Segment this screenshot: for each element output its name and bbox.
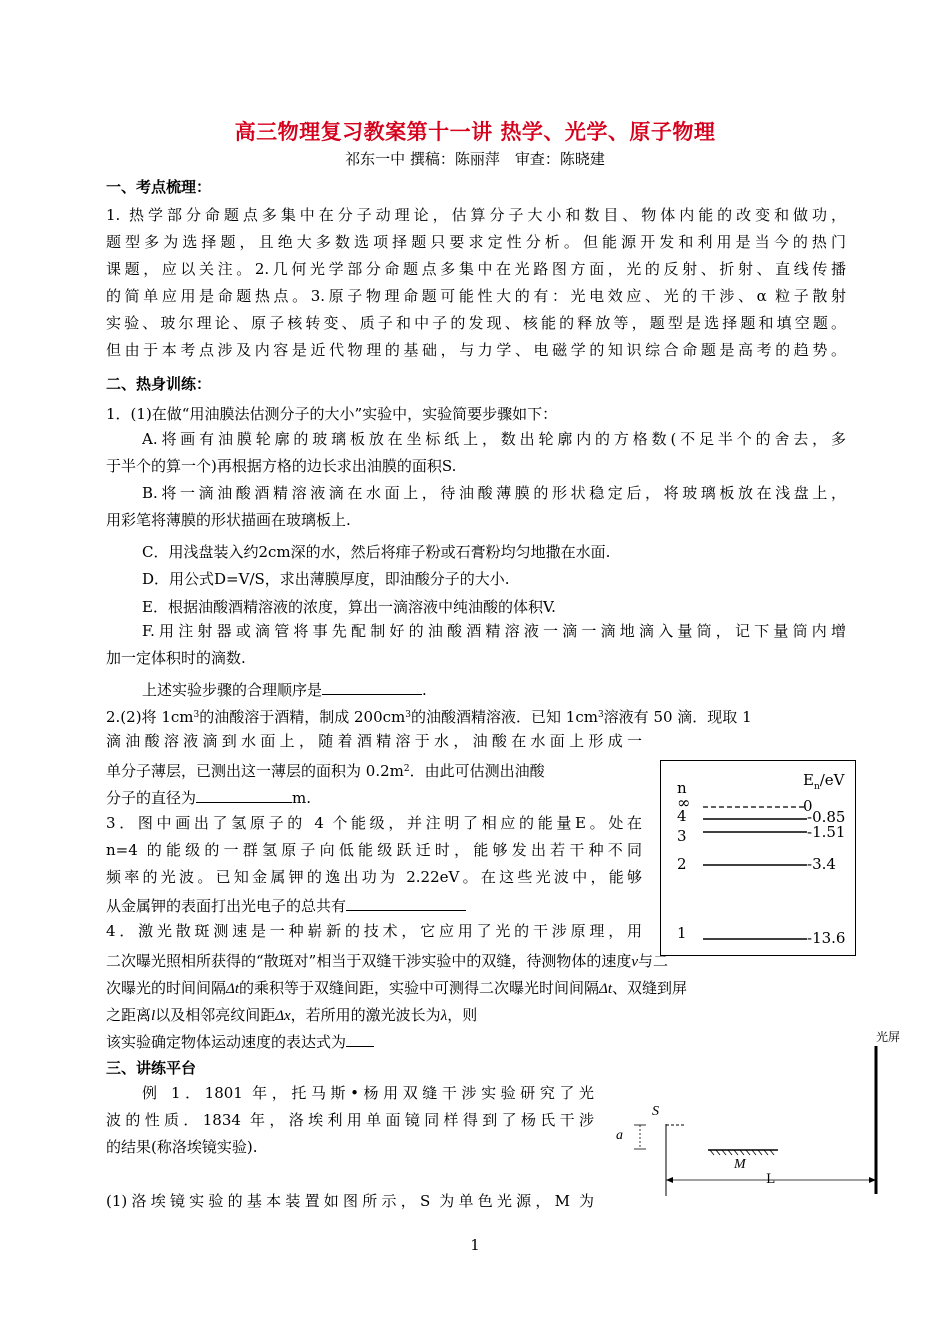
- section1-line: 但由于本考点涉及内容是近代物理的基础，与力学、电磁学的知识综合命题是高考的趋势。: [106, 341, 846, 359]
- a-label: a: [616, 1128, 623, 1143]
- page-title: 高三物理复习教案第十一讲 热学、光学、原子物理: [234, 120, 716, 144]
- step-b: B.将一滴油酸酒精溶液滴在水面上，待油酸薄膜的形状稳定后，将玻璃板放在浅盘上，: [142, 484, 846, 502]
- step-e: E．根据油酸酒精溶液的浓度，算出一滴溶液中纯油酸的体积V.: [142, 598, 556, 616]
- step-c: C．用浅盘装入约2cm深的水，然后将痱子粉或石膏粉均匀地撒在水面.: [142, 543, 611, 561]
- section1-line: 1. 热学部分命题点多集中在分子动理论，估算分子大小和数目、物体内能的改变和做功，: [106, 206, 846, 224]
- level-e: -0.85: [807, 808, 846, 826]
- level-n: 3: [677, 827, 687, 845]
- distance-label: L: [766, 1172, 775, 1187]
- level-e: -13.6: [807, 929, 846, 947]
- section1-line: 题型多为选择题，且绝大多数选项择题只要求定性分析。但能源开发和利用是当今的热门: [106, 233, 846, 251]
- q4-line: 之距离l以及相邻亮纹间距Δx，若所用的激光波长为λ，则: [106, 1006, 478, 1024]
- level-n: 1: [677, 924, 687, 942]
- q2-line: 分子的直径为 m.: [106, 789, 312, 807]
- level-e: -3.4: [807, 855, 836, 873]
- q3-answer-blank: [346, 896, 466, 911]
- page-subtitle: 祁东一中 撰稿：陈丽萍 审查：陈晓建: [345, 150, 605, 168]
- q3-line: n=4 的能级的一群氢原子向低能级跃迁时，能够发出若干种不同: [106, 841, 642, 859]
- section1-line: 实验、玻尔理论、原子核转变、质子和中子的发现、核能的释放等，题型是选择题和填空题。: [106, 314, 846, 332]
- example1-line: 波的性质．1834 年，洛埃利用单面镜同样得到了杨氏干涉: [106, 1111, 594, 1129]
- q3-line: 频率的光波。已知金属钾的逸出功为 2.22eV。在这些光波中，能够: [106, 868, 642, 886]
- example1-line: 例 1．1801 年，托马斯•杨用双缝干涉实验研究了光: [142, 1084, 594, 1102]
- q1-intro: 1．(1)在做“用油膜法估测分子的大小”实验中，实验简要步骤如下：: [106, 405, 558, 423]
- step-a: A.将画有油膜轮廓的玻璃板放在坐标纸上，数出轮廓内的方格数(不足半个的舍去，多: [142, 430, 846, 448]
- e-axis-label: $E_n/eV$: [803, 771, 845, 792]
- level-n: ∞: [677, 793, 691, 812]
- energy-level-diagram: [660, 760, 856, 956]
- q4-line: 该实验确定物体运动速度的表达式为: [106, 1031, 374, 1052]
- section3-heading: 三、讲练平台: [106, 1059, 197, 1077]
- level-e: 0: [803, 797, 813, 815]
- mirror-label: M: [734, 1157, 746, 1172]
- section1-line: 课题，应以关注。2.几何光学部分命题点多集中在光路图方面，光的反射、折射、直线传播: [106, 260, 846, 278]
- q4-line: 4．激光散斑测速是一种崭新的技术，它应用了光的干涉原理，用: [106, 922, 642, 940]
- step-f: 加一定体积时的滴数.: [106, 649, 246, 667]
- level-n: 2: [677, 855, 687, 873]
- q2-answer-blank: [196, 788, 292, 803]
- screen-label: 光屏: [876, 1030, 901, 1044]
- mirror-hatch: [710, 1150, 774, 1155]
- example1-line: 的结果(称洛埃镜实验).: [106, 1138, 258, 1156]
- q1-answer-line: 上述实验步骤的合理顺序是 .: [142, 681, 427, 699]
- l-arrow-left: [666, 1177, 673, 1183]
- step-b: 用彩笔将薄膜的形状描画在玻璃板上.: [106, 511, 351, 529]
- section1-line: 的简单应用是命题热点。3.原子物理命题可能性大的有：光电效应、光的干涉、α 粒子散射: [106, 287, 846, 305]
- step-d: D．用公式D=V/S，求出薄膜厚度，即油酸分子的大小.: [142, 570, 510, 588]
- q4-line: 次曝光的时间间隔Δt的乘积等于双缝间距，实验中可测得二次曝光时间间隔Δt、双缝到屏: [106, 979, 688, 997]
- section1-heading: 一、考点梳理：: [106, 178, 212, 196]
- q2-line: 滴油酸溶液滴到水面上，随着酒精溶于水，油酸在水面上形成一: [106, 732, 642, 750]
- q2-line: 单分子薄层，已测出这一薄层的面积为 $0.2m^2$．由此可估测出油酸: [106, 762, 545, 780]
- level-e: -1.51: [807, 823, 846, 841]
- step-a: 于半个的算一个)再根据方格的边长求出油膜的面积S.: [106, 457, 457, 475]
- q3-line: 从金属钾的表面打出光电子的总共有: [106, 895, 466, 916]
- page-number: 1: [470, 1236, 480, 1254]
- section2-heading: 二、热身训练：: [106, 375, 212, 393]
- source-label: S: [652, 1104, 659, 1119]
- step-f: F.用注射器或滴管将事先配制好的油酸酒精溶液一滴一滴地滴入量筒，记下量筒内增: [142, 622, 846, 640]
- q1-answer-blank: [322, 680, 422, 695]
- q4-line: 二次曝光照相所获得的“散斑对”相当于双缝干涉实验中的双缝，待测物体的速度v与二: [106, 952, 669, 970]
- q4-answer-blank: [346, 1032, 374, 1047]
- q3-line: 3．图中画出了氢原子的 4 个能级，并注明了相应的能量E。处在: [106, 814, 642, 832]
- example1-line: (1)洛埃镜实验的基本装置如图所示，S 为单色光源，M 为: [106, 1192, 594, 1210]
- q1-answer-label: 上述实验步骤的合理顺序是: [142, 681, 323, 699]
- level-n: 4: [677, 807, 687, 825]
- q2-line: 2.(2)将 $1cm^3$的油酸溶于酒精，制成 $200cm^3$的油酸酒精溶液．已知 $1cm^3$溶液有 50 滴．现取 1: [106, 708, 752, 726]
- n-axis-label: n: [677, 779, 687, 797]
